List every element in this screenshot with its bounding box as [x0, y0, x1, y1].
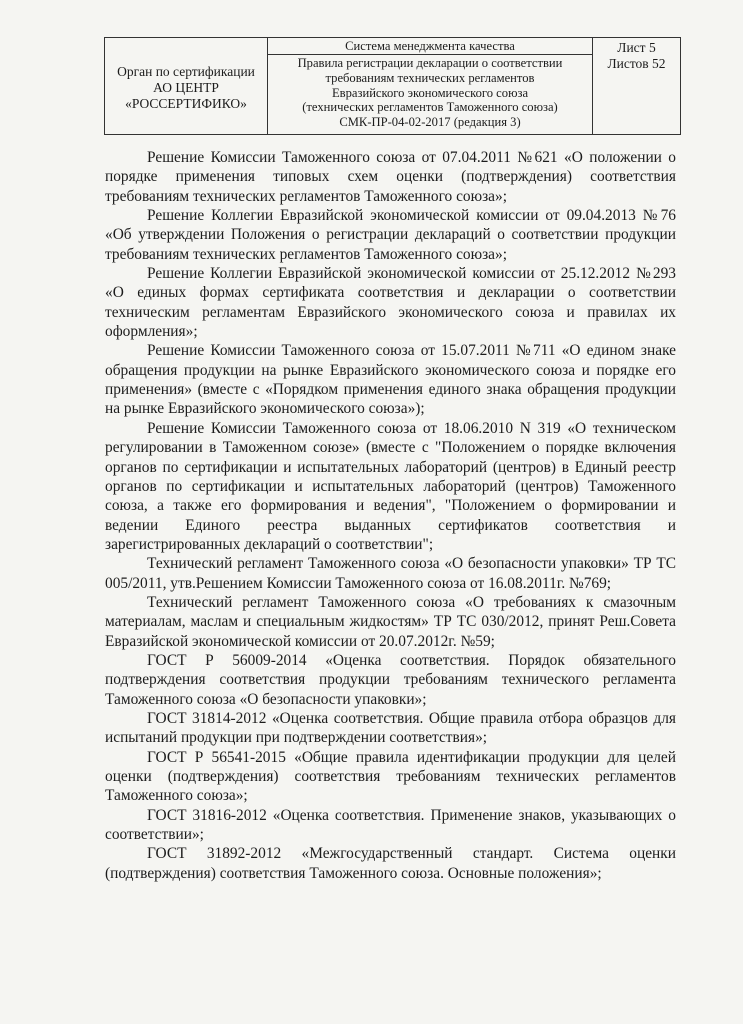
title-line-1: Правила регистрации декларации о соответствии [297, 56, 563, 70]
paragraph: Технический регламент Таможенного союза «О безопасности упаковки» ТР ТС 005/2011, утв.Решением Комиссии Таможенного союза от 16.08.2011г. №769; [105, 555, 676, 592]
document-code: СМК-ПР-04-02-2017 (редакция 3) [339, 115, 521, 130]
document-body [105, 148, 676, 883]
quality-system-label: Система менеджмента качества [268, 38, 592, 55]
certification-body-name [105, 60, 267, 112]
paragraph: Технический регламент Таможенного союза «О требованиях к смазочным материалам, маслам и специальным жидкостям» ТР ТС 030/2012, принят Реш.Совета Евразийской экономической комиссии от 20.07.2012г. №59; [105, 593, 676, 650]
org-line-2: АО ЦЕНТР [153, 80, 219, 95]
org-line-3: «РОССЕРТИФИКО» [125, 96, 247, 111]
paragraph: Решение Комиссии Таможенного союза от 18.06.2010 N 319 «О техническом регулировании в Таможенном союзе» (вместе с "Положением о порядке включения органов по сертификации и испытательных лабораторий (центров) в Единый реестр органов по сертификации и испытательных лабораторий (центров) Таможенного союза, а также его формирования и ведения", "Положением о формировании и ведении Единого реестра выданных сертификатов соответствия и зарегистрированных деклараций о соответствии"; [105, 419, 676, 553]
paragraph: ГОСТ 31816-2012 «Оценка соответствия. Применение знаков, указывающих о соответствии»; [105, 806, 676, 844]
title-line-2: требованиям технических регламентов [325, 70, 535, 85]
paragraph: ГОСТ 31892-2012 «Межгосударственный стандарт. Система оценки (подтверждения) соответствия Таможенного союза. Основные положения»; [105, 845, 676, 882]
paragraph: ГОСТ 31814-2012 «Оценка соответствия. Общие правила отбора образцов для испытаний продукции при подтверждении соответствия»; [105, 709, 676, 747]
certification-body-cell [105, 38, 268, 135]
title-line-4: (технических регламентов Таможенного союза) [302, 100, 558, 115]
sheet-number-cell [593, 38, 681, 135]
paragraph: ГОСТ Р 56009-2014 «Оценка соответствия. Порядок обязательного подтверждения соответствия продукции требованиям технического регламента Таможенного союза «О безопасности упаковки»; [105, 651, 676, 708]
paragraph: Решение Комиссии Таможенного союза от 15.07.2011 №711 «О едином знаке обращения продукции на рынке Евразийского экономического союза и порядке его применения» (вместе с «Порядком применения единого знака обращения продукции на рынке Евразийского экономического союза»); [105, 342, 676, 418]
document-title [268, 55, 592, 130]
paragraph: Решение Коллегии Евразийской экономической комиссии от 25.12.2012 №293 «О единых формах сертификата соответствия и декларации о соответствии техническим регламентам Евразийского экономического союза и правилах их оформления»; [105, 265, 676, 341]
paragraph: Решение Коллегии Евразийской экономической комиссии от 09.04.2013 №76 «Об утверждении Положения о регистрации деклараций о соответствии продукции требованиям технических регламентов Таможенного союза»; [105, 207, 676, 263]
paragraph: ГОСТ Р 56541-2015 «Общие правила идентификации продукции для целей оценки (подтверждения) соответствия требованиям технических регламентов Таможенного союза»; [105, 748, 676, 805]
org-line-1: Орган по сертификации [117, 64, 255, 79]
sheets-total: Листов 52 [607, 56, 666, 71]
title-line-3: Евразийского экономического союза [331, 85, 529, 100]
sheet-number: Лист 5 [617, 40, 656, 55]
document-header-table [104, 37, 681, 135]
paragraph: Решение Комиссии Таможенного союза от 07.04.2011 №621 «О положении о порядке применения типовых схем оценки (подтверждения) соответствия требованиям технических регламентов Таможенного союза»; [105, 149, 676, 205]
document-title-cell [268, 38, 593, 135]
